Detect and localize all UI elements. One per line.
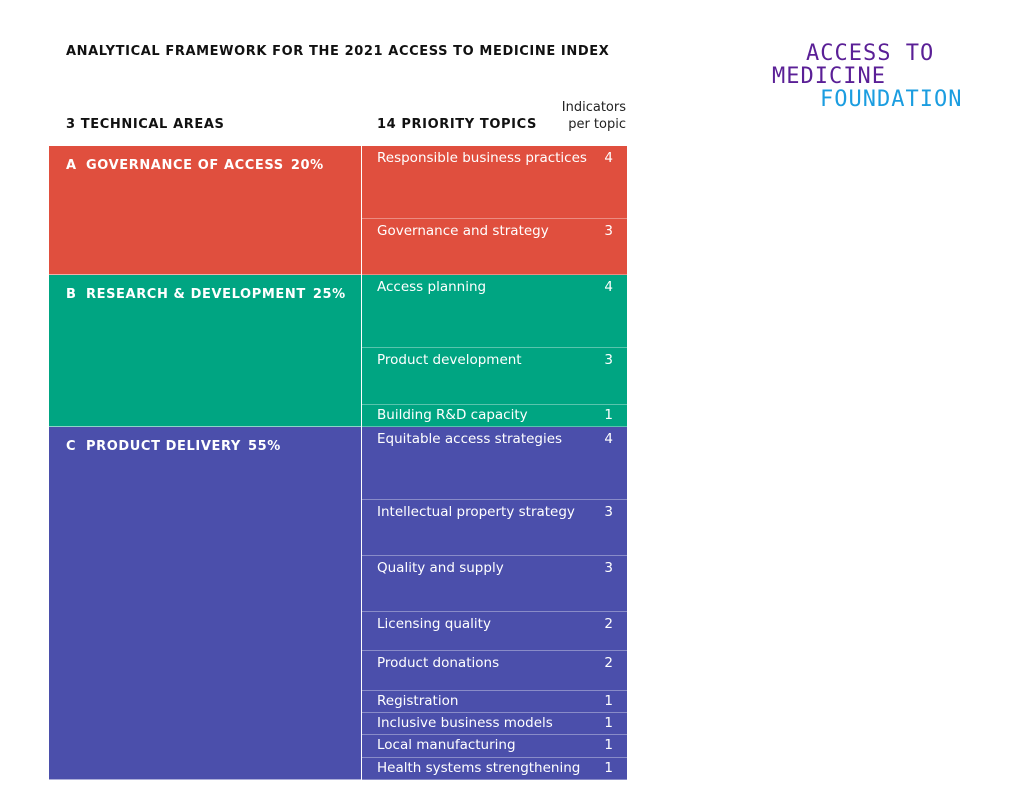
indicator-count: 1 <box>604 693 613 709</box>
indicators-header-line-2: per topic <box>568 117 626 132</box>
indicator-count: 1 <box>604 715 613 731</box>
area-letter: C <box>66 439 77 454</box>
topic-name: Health systems strengthening <box>377 760 581 776</box>
priority-topic-row <box>362 146 627 219</box>
framework-grid <box>49 146 627 782</box>
technical-area-c <box>49 427 361 780</box>
area-name: RESEARCH & DEVELOPMENT 25% <box>86 287 346 302</box>
priority-topic-row <box>362 612 627 651</box>
topic-name: Access planning <box>377 279 487 295</box>
priority-topic-row <box>362 275 627 348</box>
page-title: ANALYTICAL FRAMEWORK FOR THE 2021 ACCESS TO MEDICINE INDEX <box>66 44 610 59</box>
indicator-count: 3 <box>604 223 613 239</box>
indicator-count: 2 <box>604 616 613 632</box>
priority-topic-row <box>362 556 627 612</box>
topic-name: Intellectual property strategy <box>377 504 575 520</box>
topic-name: Product donations <box>377 655 500 671</box>
technical-areas-header: 3 TECHNICAL AREAS <box>66 117 225 132</box>
indicators-header <box>540 99 626 133</box>
topic-name: Inclusive business models <box>377 715 553 731</box>
priority-topic-row <box>362 427 627 500</box>
priority-topic-row <box>362 219 627 275</box>
indicator-count: 4 <box>604 279 613 295</box>
technical-area-b <box>49 275 361 427</box>
priority-topic-row <box>362 405 627 427</box>
topic-name: Building R&D capacity <box>377 407 528 423</box>
topic-name: Licensing quality <box>377 616 491 632</box>
indicator-count: 3 <box>604 504 613 520</box>
indicator-count: 4 <box>604 150 613 166</box>
topic-name: Product development <box>377 352 522 368</box>
logo-line-3: FOUNDATION <box>820 87 963 112</box>
priority-topic-row <box>362 758 627 780</box>
indicator-count: 1 <box>604 760 613 776</box>
priority-topic-row <box>362 691 627 713</box>
area-letter: A <box>66 158 77 173</box>
priority-topic-row <box>362 348 627 405</box>
technical-area-a <box>49 146 361 275</box>
priority-topic-row <box>362 651 627 691</box>
indicator-count: 4 <box>604 431 613 447</box>
topic-name: Equitable access strategies <box>377 431 563 447</box>
indicator-count: 3 <box>604 352 613 368</box>
topic-name: Quality and supply <box>377 560 504 576</box>
logo-line-2: MEDICINE <box>772 64 886 89</box>
indicator-count: 1 <box>604 737 613 753</box>
area-name: GOVERNANCE OF ACCESS 20% <box>86 158 324 173</box>
priority-topic-row <box>362 500 627 556</box>
priority-topics-header: 14 PRIORITY TOPICS <box>377 117 537 132</box>
logo-line-1: ACCESS TO <box>806 41 935 66</box>
indicator-count: 1 <box>604 407 613 423</box>
indicator-count: 2 <box>604 655 613 671</box>
priority-topic-row <box>362 713 627 735</box>
access-to-medicine-logo <box>772 42 1012 111</box>
area-letter: B <box>66 287 77 302</box>
topic-name: Registration <box>377 693 459 709</box>
priority-topic-row <box>362 735 627 758</box>
topic-name: Responsible business practices <box>377 150 587 166</box>
topic-name: Local manufacturing <box>377 737 516 753</box>
area-name: PRODUCT DELIVERY 55% <box>86 439 281 454</box>
indicators-header-line-1: Indicators <box>561 100 626 115</box>
topic-name: Governance and strategy <box>377 223 549 239</box>
indicator-count: 3 <box>604 560 613 576</box>
